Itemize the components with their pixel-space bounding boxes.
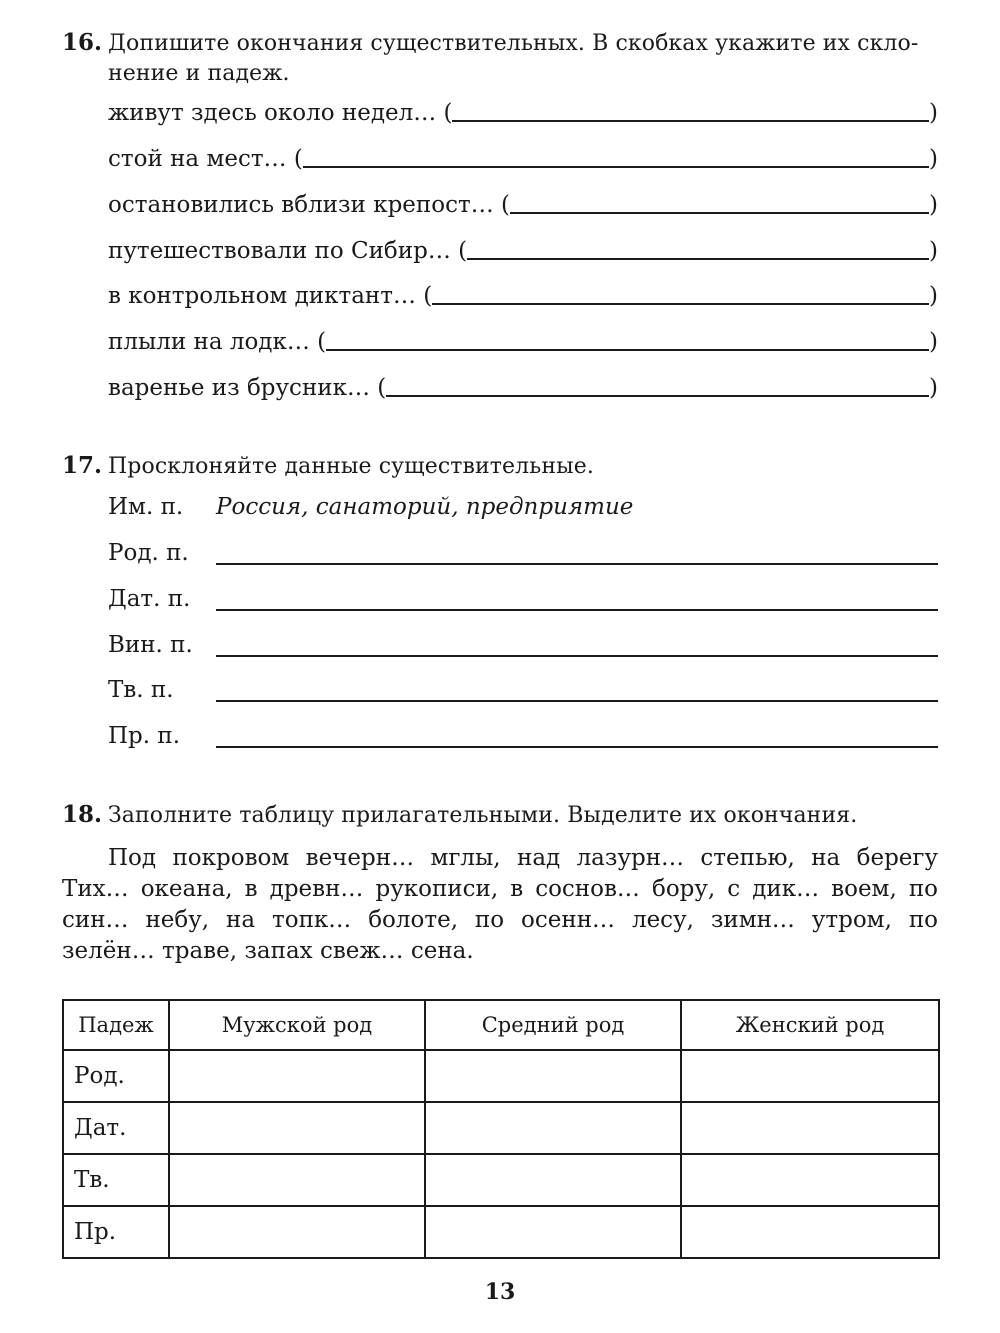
table-cell[interactable] [169,1154,425,1206]
table-row [63,1050,939,1102]
answer-blank[interactable] [386,375,929,397]
task-16-item[interactable] [108,188,938,220]
table-row [63,1206,939,1258]
closing-paren: ) [929,192,938,218]
header-neuter: Средний род [425,1000,681,1050]
answer-line[interactable] [216,680,938,702]
item-phrase: путешествовали по Сибир… ( [108,238,468,264]
table-cell[interactable] [169,1050,425,1102]
task-18-number: 18. [62,801,103,828]
table-cell[interactable] [169,1102,425,1154]
task-16-number: 16. [62,29,103,56]
answer-line[interactable] [216,543,938,565]
case-label: Им. п. [108,494,184,520]
case-label: Дат. п. [108,586,191,612]
case-label: Тв. п. [108,677,174,703]
task-17-instruction: Просклоняйте данные существительные. [108,454,594,479]
task-16-instruction-line2: нение и падеж. [108,61,290,86]
task-16-item[interactable] [108,96,938,128]
table-cell[interactable] [681,1154,939,1206]
case-label: Пр. п. [108,723,181,749]
adjectives-table [62,999,940,1259]
answer-blank[interactable] [326,329,929,351]
case-label: Вин. п. [108,632,193,658]
item-phrase: в контрольном диктант… ( [108,283,433,309]
table-cell[interactable] [681,1050,939,1102]
case-row[interactable] [108,673,938,705]
table-cell[interactable] [681,1102,939,1154]
item-phrase: стой на мест… ( [108,146,303,172]
item-phrase: остановились вблизи крепост… ( [108,192,510,218]
answer-blank[interactable] [467,238,929,260]
item-phrase: варенье из брусник… ( [108,375,387,401]
task-16-item[interactable] [108,325,938,357]
case-row[interactable] [108,536,938,568]
answer-blank[interactable] [303,146,929,168]
header-feminine: Женский род [681,1000,939,1050]
closing-paren: ) [929,146,938,172]
table-cell[interactable] [425,1102,681,1154]
closing-paren: ) [929,283,938,309]
task-18-instruction: Заполните таблицу прилагательными. Выделите их окончания. [108,803,858,828]
table-row [63,1154,939,1206]
item-phrase: живут здесь около недел… ( [108,100,453,126]
answer-line[interactable] [216,589,938,611]
answer-line[interactable] [216,726,938,748]
case-row[interactable] [108,719,938,751]
closing-paren: ) [929,375,938,401]
answer-blank[interactable] [510,192,929,214]
closing-paren: ) [929,238,938,264]
task-16-instruction-line1: Допишите окончания существительных. В скобках укажите их скло- [108,31,919,56]
task-18-text: Под покровом вечерн… мглы, над лазурн… степью, на берегу Тих… океана, в древн… рукописи, в соснов… бору, с дик… воем, по син… небу, на топк… болоте, по осенн… лесу, зимн… утром, по зелён… траве, запах свеж… сена. [62,845,938,964]
answer-line[interactable] [216,635,938,657]
header-case: Падеж [63,1000,169,1050]
closing-paren: ) [929,329,938,355]
task-16-item[interactable] [108,371,938,403]
table-cell[interactable] [425,1154,681,1206]
table-row [63,1102,939,1154]
table-cell[interactable] [425,1050,681,1102]
task-16-item[interactable] [108,142,938,174]
row-case-label: Дат. [63,1102,169,1154]
task-16-item[interactable] [108,279,938,311]
task-16-item[interactable] [108,234,938,266]
nouns-to-decline: Россия, санаторий, предприятие [216,494,634,520]
row-case-label: Тв. [63,1154,169,1206]
table-header-row [63,1000,939,1050]
closing-paren: ) [929,100,938,126]
case-row[interactable] [108,582,938,614]
case-row[interactable] [108,628,938,660]
table-cell[interactable] [425,1206,681,1258]
row-case-label: Пр. [63,1206,169,1258]
item-phrase: плыли на лодк… ( [108,329,327,355]
row-case-label: Род. [63,1050,169,1102]
answer-blank[interactable] [432,283,929,305]
nominative-row [108,490,938,522]
page-number: 13 [484,1279,516,1305]
answer-blank[interactable] [452,100,929,122]
case-label: Род. п. [108,540,189,566]
header-masculine: Мужской род [169,1000,425,1050]
table-cell[interactable] [169,1206,425,1258]
task-17-number: 17. [62,452,103,479]
table-cell[interactable] [681,1206,939,1258]
